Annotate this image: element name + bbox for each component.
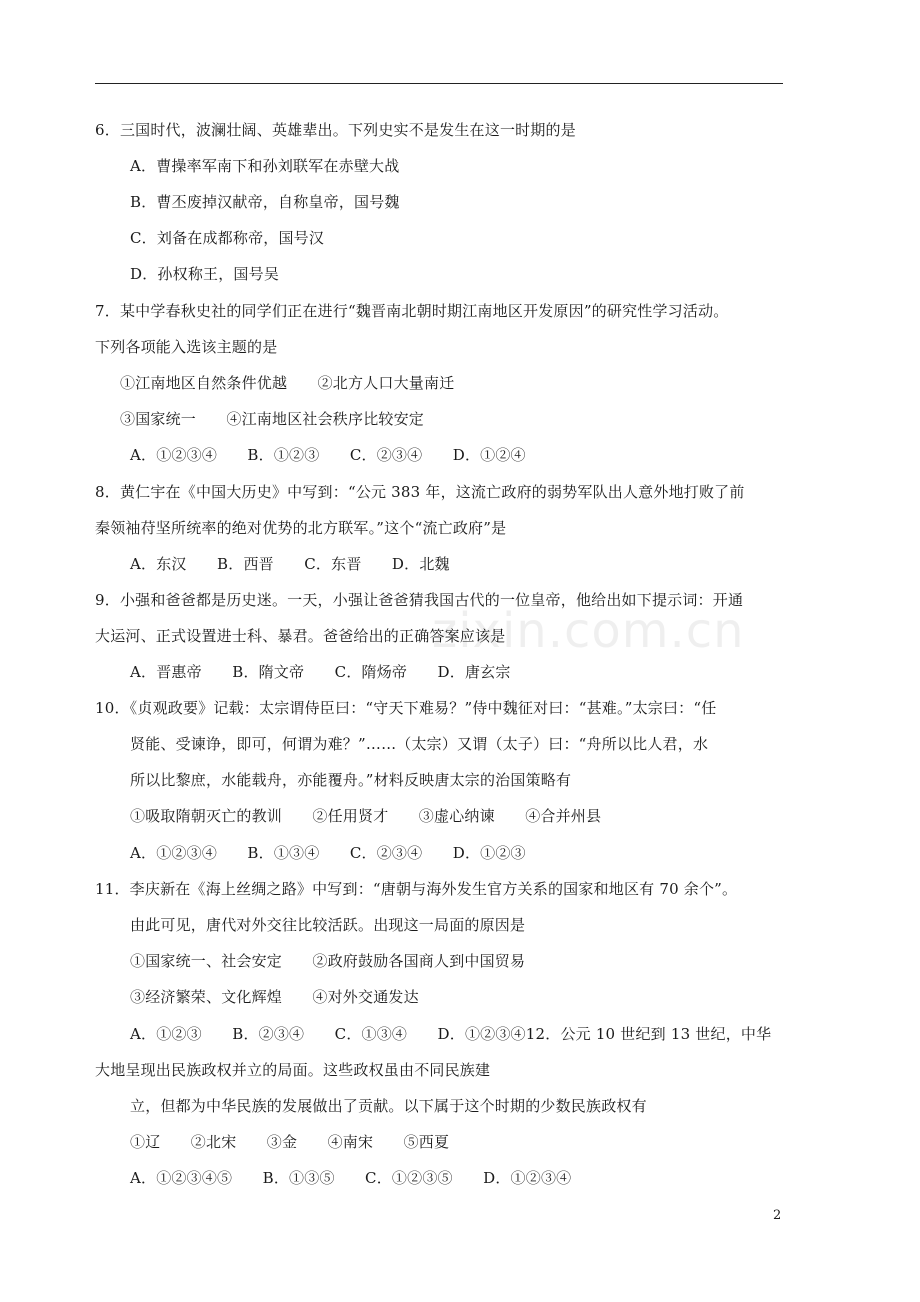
- question-11-item-row-1: ①国家统一、社会安定 ②政府鼓励各国商人到中国贸易: [130, 952, 526, 970]
- question-8-stem: 8．黄仁宇在《中国大历史》中写到：“公元 383 年，这流亡政府的弱势军队出人意外地打败了前: [95, 483, 745, 501]
- question-12-options: A．①②③④⑤ B．①③⑤ C．①②③⑤ D．①②③④: [130, 1169, 572, 1187]
- question-10-stem-cont-2: 所以比黎庶，水能载舟，亦能覆舟。”材料反映唐太宗的治国策略有: [130, 771, 572, 789]
- question-11-stem-cont: 由此可见，唐代对外交往比较活跃。出现这一局面的原因是: [130, 916, 526, 934]
- question-12-items: ①辽 ②北宋 ③金 ④南宋 ⑤西夏: [130, 1133, 450, 1151]
- question-11-stem: 11．李庆新在《海上丝绸之路》中写到：“唐朝与海外发生官方关系的国家和地区有 70 余个”。: [95, 880, 738, 898]
- question-10-stem: 10．《贞观政要》记载：太宗谓侍臣曰：“守天下难易？”侍中魏征对曰：“甚难。”太宗曰：“任: [95, 699, 717, 717]
- question-8-options: A．东汉 B．西晋 C．东晋 D．北魏: [130, 555, 450, 573]
- question-9-stem-cont: 大运河、正式设置进士科、暴君。爸爸给出的正确答案应该是: [95, 627, 506, 645]
- question-7-stem-cont: 下列各项能入选该主题的是: [95, 338, 278, 356]
- question-12-stem-cont-1: 大地呈现出民族政权并立的局面。这些政权虽由不同民族建: [95, 1061, 491, 1079]
- question-6-option-a: A．曹操率军南下和孙刘联军在赤壁大战: [130, 157, 400, 175]
- watermark: zixin.com.cn: [432, 603, 745, 659]
- question-10-items: ①吸取隋朝灭亡的教训 ②任用贤才 ③虚心纳谏 ④合并州县: [130, 807, 602, 825]
- question-6-stem: 6．三国时代，波澜壮阔、英雄辈出。下列史实不是发生在这一时期的是: [95, 121, 576, 139]
- question-10-stem-cont-1: 贤能、受谏诤，即可，何谓为难？”……（太宗）又谓（太子）曰：“舟所以比人君，水: [130, 735, 709, 753]
- question-7-options: A．①②③④ B．①②③ C．②③④ D．①②④: [130, 446, 526, 464]
- question-7-item-row-2: ③国家统一 ④江南地区社会秩序比较安定: [120, 410, 425, 428]
- question-12-stem-cont-2: 立，但都为中华民族的发展做出了贡献。以下属于这个时期的少数民族政权有: [130, 1097, 647, 1115]
- page-number: 2: [773, 1208, 782, 1223]
- question-7-item-row-1: ①江南地区自然条件优越 ②北方人口大量南迁: [120, 374, 455, 392]
- question-10-options: A．①②③④ B．①③④ C．②③④ D．①②③: [130, 844, 526, 862]
- question-7-stem: 7．某中学春秋史社的同学们正在进行“魏晋南北朝时期江南地区开发原因”的研究性学习活动。: [95, 302, 729, 320]
- question-11-options-and-question-12-stem: A．①②③ B．②③④ C．①③④ D．①②③④12．公元 10 世纪到 13 世纪，中华: [130, 1025, 772, 1043]
- header-rule: [95, 83, 783, 84]
- question-9-options: A．晋惠帝 B．隋文帝 C．隋炀帝 D．唐玄宗: [130, 663, 511, 681]
- question-11-item-row-2: ③经济繁荣、文化辉煌 ④对外交通发达: [130, 988, 419, 1006]
- question-8-stem-cont: 秦领袖苻坚所统率的绝对优势的北方联军。”这个“流亡政府”是: [95, 519, 507, 537]
- question-6-option-c: C．刘备在成都称帝，国号汉: [130, 229, 325, 247]
- question-9-stem: 9．小强和爸爸都是历史迷。一天，小强让爸爸猜我国古代的一位皇帝，他给出如下提示词：开通: [95, 591, 744, 609]
- question-6-option-d: D．孙权称王，国号吴: [130, 265, 280, 283]
- question-6-option-b: B．曹丕废掉汉献帝，自称皇帝，国号魏: [130, 193, 400, 211]
